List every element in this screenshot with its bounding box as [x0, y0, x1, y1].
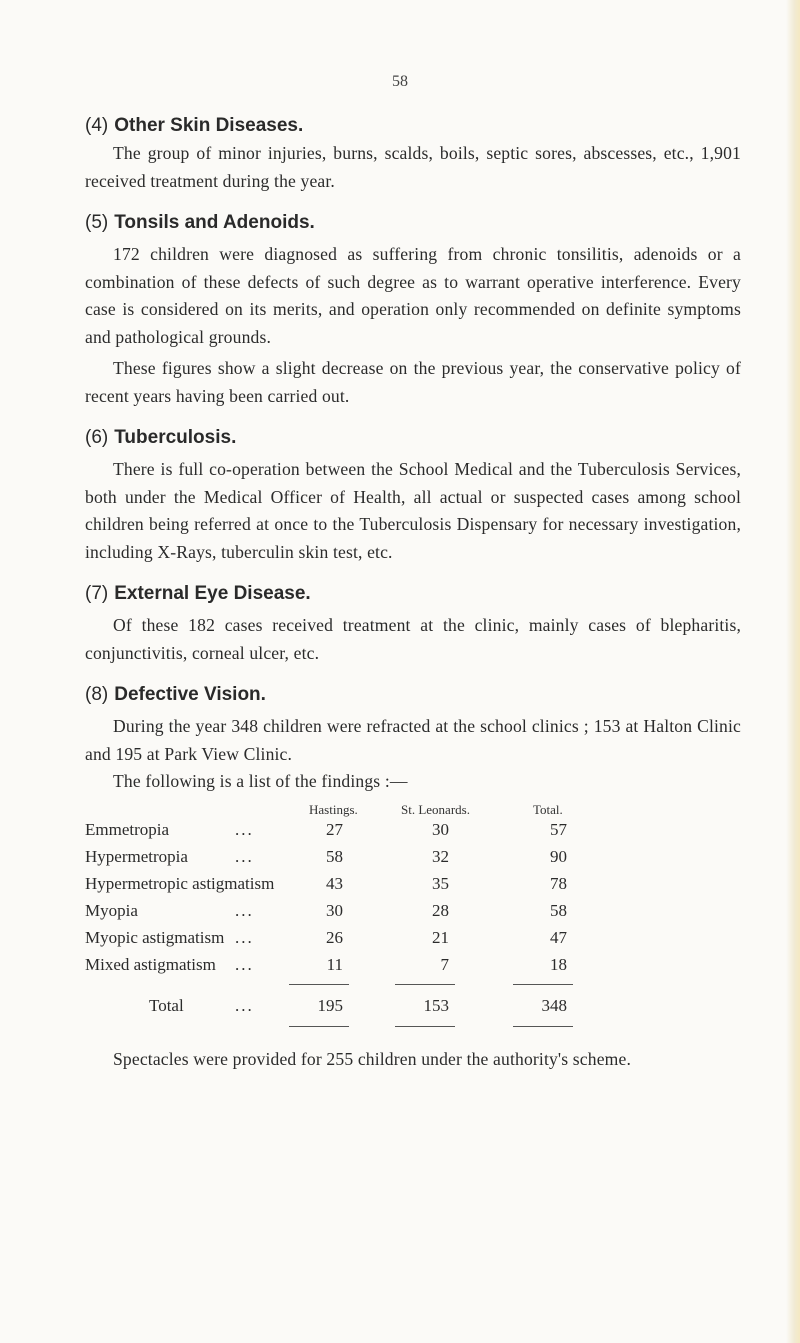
section-other-skin-diseases [85, 112, 741, 195]
table-row-total [85, 996, 741, 1020]
section-number: (7) [85, 583, 109, 604]
total-hastings: 195 [317, 995, 343, 1015]
section-number: (6) [85, 427, 109, 448]
paragraph: 172 children were diagnosed as suffering from chronic tonsilitis, adenoids or a combination of these defects of such degree as to warrant operative interference. Every case is considered on its merits, and operation only recommended on definite symptoms and pathological grounds. [85, 244, 741, 347]
section-tonsils-adenoids [85, 209, 741, 410]
column-header-hastings: Hastings. [309, 801, 358, 817]
paragraph: These figures show a slight decrease on the previous year, the conservative policy of recent years having been carried out. [85, 358, 741, 406]
document-body [85, 112, 741, 1073]
cell-hastings: 27 [326, 819, 343, 839]
cell-st-leonards: 7 [440, 954, 449, 974]
table-row [85, 847, 741, 871]
section-title: Defective Vision. [114, 684, 266, 705]
divider-rule [395, 984, 455, 985]
cell-hastings: 11 [326, 954, 343, 974]
cell-st-leonards: 32 [432, 846, 449, 866]
page-number: 58 [392, 73, 408, 90]
cell-total: 47 [550, 927, 567, 947]
column-header-st-leonards: St. Leonards. [401, 801, 470, 817]
paragraph: The following is a list of the findings :— [113, 771, 408, 791]
page-edge [786, 0, 800, 1343]
cell-hastings: 43 [326, 873, 343, 893]
paragraph: The group of minor injuries, burns, scalds, boils, septic sores, abscesses, etc., 1,901 received treatment during the year. [85, 143, 741, 191]
leader-dots: ... [235, 819, 254, 839]
leader-dots: ... [235, 954, 254, 974]
leader-dots: ... [235, 900, 254, 920]
table-row [85, 955, 741, 979]
row-label: Mixed astigmatism [85, 954, 216, 974]
cell-total: 78 [550, 873, 567, 893]
section-heading [85, 424, 741, 452]
section-title: Tuberculosis. [114, 427, 237, 448]
table-row [85, 820, 741, 844]
total-label: Total [149, 995, 184, 1015]
total-overall: 348 [541, 995, 567, 1015]
section-heading [85, 681, 741, 709]
section-number: (8) [85, 684, 109, 705]
divider-rule [395, 1026, 455, 1027]
divider-rule [513, 984, 573, 985]
total-st-leonards: 153 [423, 995, 449, 1015]
vision-findings-table [85, 802, 741, 992]
leader-dots: ... [235, 995, 254, 1015]
section-number: (5) [85, 212, 109, 233]
divider-rule [289, 1026, 349, 1027]
divider-rule [513, 1026, 573, 1027]
section-heading [85, 209, 741, 237]
section-title: External Eye Disease. [114, 583, 311, 604]
row-label: Hypermetropic astigmatism [85, 873, 275, 893]
section-number: (4) [85, 115, 109, 136]
paragraph: Of these 182 cases received treatment at the clinic, mainly cases of blepharitis, conjunctivitis, corneal ulcer, etc. [85, 615, 741, 663]
section-heading [85, 112, 741, 140]
section-title: Tonsils and Adenoids. [114, 212, 315, 233]
section-tuberculosis [85, 424, 741, 566]
cell-total: 18 [550, 954, 567, 974]
row-label: Myopic astigmatism [85, 927, 225, 947]
section-heading [85, 580, 741, 608]
cell-hastings: 58 [326, 846, 343, 866]
table-row [85, 874, 741, 898]
section-title: Other Skin Diseases. [114, 115, 304, 136]
table-row [85, 901, 741, 925]
column-header-total: Total. [533, 801, 563, 817]
paragraph: During the year 348 children were refracted at the school clinics ; 153 at Halton Clinic and 195 at Park View Clinic. [85, 716, 741, 764]
section-defective-vision [85, 681, 741, 796]
divider-rule [289, 984, 349, 985]
row-label: Myopia [85, 900, 138, 920]
table-row [85, 928, 741, 952]
vision-total-block [85, 992, 741, 1036]
cell-st-leonards: 28 [432, 900, 449, 920]
paragraph: There is full co-operation between the School Medical and the Tuberculosis Services, both under the Medical Officer of Health, all actual or suspected cases among school children being referred at once to the Tuberculosis Dispensary for necessary investigation, including X-Rays, tuberculin skin test, etc. [85, 459, 741, 562]
row-label: Hypermetropia [85, 846, 188, 866]
leader-dots: ... [235, 927, 254, 947]
cell-st-leonards: 35 [432, 873, 449, 893]
cell-total: 58 [550, 900, 567, 920]
row-label: Emmetropia [85, 819, 170, 839]
cell-hastings: 30 [326, 900, 343, 920]
leader-dots: ... [235, 846, 254, 866]
closing-paragraph: Spectacles were provided for 255 children under the authority's scheme. [113, 1048, 631, 1069]
cell-total: 90 [550, 846, 567, 866]
cell-hastings: 26 [326, 927, 343, 947]
cell-st-leonards: 21 [432, 927, 449, 947]
section-external-eye-disease [85, 580, 741, 667]
cell-st-leonards: 30 [432, 819, 449, 839]
cell-total: 57 [550, 819, 567, 839]
